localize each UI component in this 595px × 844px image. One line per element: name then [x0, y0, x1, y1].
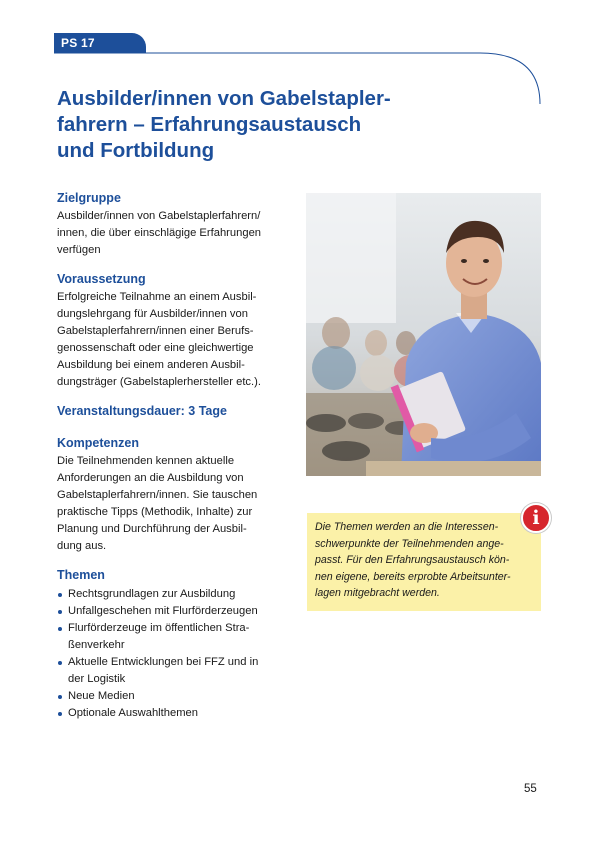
info-line: passt. Für den Erfahrungsaustausch kön-	[315, 554, 510, 566]
list-item-text: Unfallgeschehen mit Flurförderzeugen	[68, 605, 258, 617]
list-item	[57, 603, 295, 620]
text-line: dungslehrgang für Ausbilder/innen von	[57, 308, 248, 320]
title-line: Ausbilder/innen von Gabelstapler-	[57, 87, 391, 110]
text-line: dung aus.	[57, 540, 107, 552]
text-line: praktische Tipps (Methodik, Inhalte) zur	[57, 506, 253, 518]
info-icon	[521, 503, 551, 533]
section-heading: Voraussetzung	[57, 272, 146, 286]
title-line: fahrern – Erfahrungsaustausch	[57, 113, 362, 136]
info-line: nen eigene, bereits erprobte Arbeitsunter-	[315, 570, 511, 583]
tab-label: PS 17	[61, 36, 95, 50]
section-heading: Veranstaltungsdauer: 3 Tage	[57, 404, 227, 418]
text-line: dungsträger (Gabelstaplerhersteller etc.).	[57, 376, 261, 388]
info-box	[307, 513, 541, 611]
list-item-text: ßenverkehr	[68, 639, 125, 651]
list-item-text: Neue Medien	[68, 690, 135, 702]
list-item	[57, 705, 295, 722]
page-title	[57, 86, 437, 164]
info-text	[315, 519, 533, 602]
text-line: Erfolgreiche Teilnahme an einem Ausbil-	[57, 291, 257, 303]
section-text	[57, 453, 295, 555]
text-line: innen, die über einschlägige Erfahrungen	[57, 227, 262, 239]
text-line: Ausbilder/innen von Gabelstaplerfahrern/	[57, 210, 261, 222]
section-heading: Themen	[57, 568, 105, 582]
photo-illustration	[306, 193, 541, 476]
list-item-text: Rechtsgrundlagen zur Ausbildung	[68, 588, 236, 600]
list-item-text: Aktuelle Entwicklungen bei FFZ und in	[68, 656, 259, 668]
text-line: Planung und Durchführung der Ausbil-	[57, 523, 247, 535]
text-line: verfügen	[57, 244, 101, 256]
section-heading: Zielgruppe	[57, 191, 121, 205]
themen-list	[57, 586, 295, 722]
list-item-text: der Logistik	[68, 673, 126, 685]
list-item-text: Flurförderzeuge im öffentlichen Stra-	[68, 622, 250, 634]
section-zielgruppe	[57, 190, 295, 259]
section-text	[57, 208, 295, 259]
text-line: Gabelstaplerfahrern/innen. Sie tauschen	[57, 489, 258, 501]
text-line: Die Teilnehmenden kennen aktuelle	[57, 455, 235, 467]
section-heading: Kompetenzen	[57, 436, 139, 450]
instructor-photo	[306, 193, 541, 476]
list-item	[57, 620, 295, 654]
text-line: genossenschaft oder eine gleichwertige	[57, 342, 254, 354]
info-icon-glyph: i	[532, 507, 540, 529]
title-line: und Fortbildung	[57, 139, 215, 162]
section-kompetenzen	[57, 435, 295, 555]
page-number: 55	[524, 783, 537, 795]
section-dauer	[57, 403, 295, 419]
text-line: Ausbildung bei einem anderen Ausbil-	[57, 359, 245, 371]
main-column	[57, 190, 295, 734]
list-item	[57, 688, 295, 705]
list-item	[57, 654, 295, 688]
text-line: Anforderungen an die Ausbildung von	[57, 472, 244, 484]
section-voraussetzung	[57, 271, 295, 391]
text-line: Gabelstaplerfahrern/innen einer Berufs-	[57, 325, 254, 337]
list-item-text: Optionale Auswahlthemen	[68, 707, 198, 719]
info-line: schwerpunkte der Teilnehmenden ange-	[315, 537, 504, 550]
section-text	[57, 289, 295, 391]
info-line: Die Themen werden an die Interessen-	[315, 521, 499, 533]
list-item	[57, 586, 295, 603]
section-tab	[54, 33, 146, 53]
info-line: lagen mitgebracht werden.	[315, 587, 440, 599]
section-themen	[57, 567, 295, 722]
